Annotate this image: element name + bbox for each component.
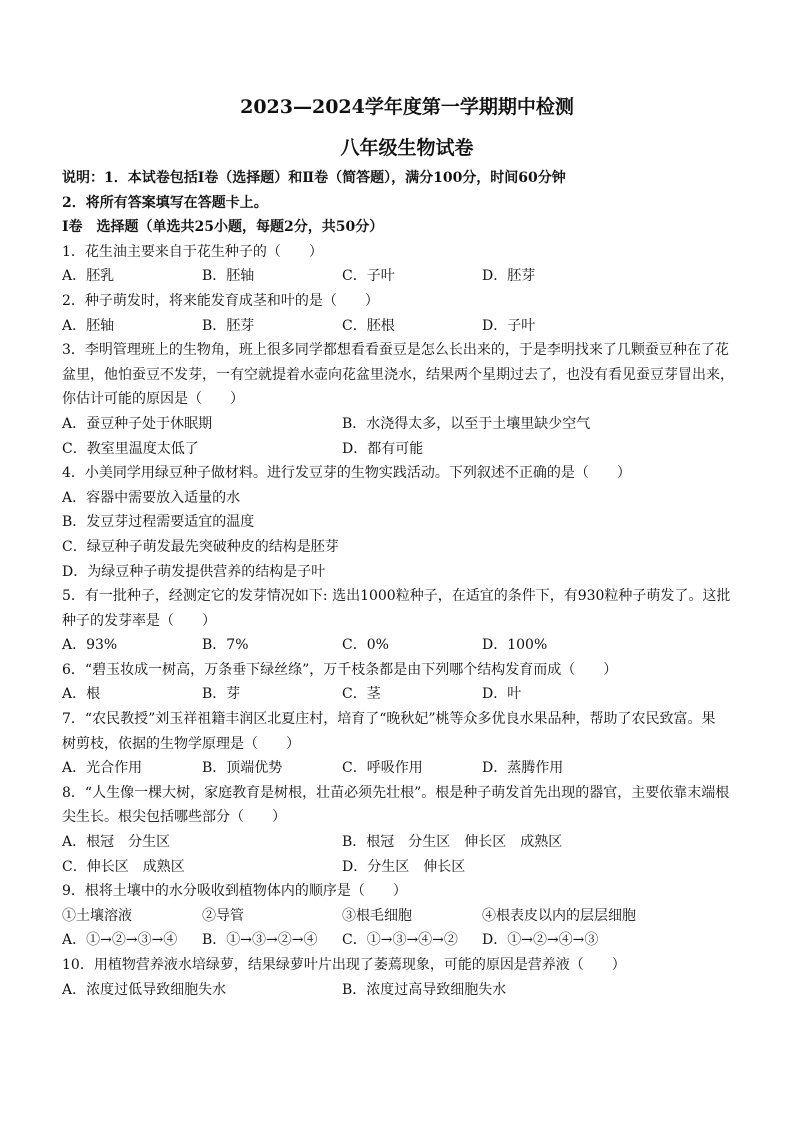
instruction-line-2: 2．将所有答案填写在答题卡上。: [62, 194, 268, 211]
option-a: A．蚕豆种子处于休眠期: [62, 415, 213, 432]
option-a: A．胚轴: [62, 317, 115, 334]
question-9: [62, 879, 752, 953]
option-row: [62, 314, 752, 339]
option-c: C．茎: [342, 686, 381, 703]
question-stem: 9．根将土壤中的水分吸收到植物体内的顺序是（ ）: [62, 883, 407, 900]
option-b: B．胚轴: [202, 268, 255, 285]
item-2: ②导管: [202, 907, 244, 924]
option-b: B．水浇得太多，以至于土壤里缺少空气: [342, 415, 591, 432]
option-d: D．①→②→④→③: [482, 932, 599, 949]
option-row: [62, 928, 752, 953]
question-stem: 8．“人生像一棵大树，家庭教育是树根，壮苗必须先壮根”。根是种子萌发首先出现的器官，主要依靠末端根: [62, 784, 730, 801]
question-stem: 你估计可能的原因是（ ）: [62, 391, 244, 408]
instruction-line-1: 说明：1．本试卷包括Ⅰ卷（选择题）和Ⅱ卷（简答题），满分100分，时间60分钟: [62, 170, 566, 186]
option-c: C．0%: [342, 637, 389, 654]
question-stem: 3．李明管理班上的生物角，班上很多同学都想看看蚕豆是怎么长出来的，于是李明找来了几颗蚕豆种在了花: [62, 342, 729, 359]
option-c: C．呼吸作用: [342, 760, 423, 777]
option-a: A．根冠 分生区: [62, 834, 171, 851]
option-row: [62, 633, 752, 658]
option-b: B．胚芽: [202, 317, 255, 334]
option-c: C．教室里温度太低了: [62, 440, 199, 457]
option-d: D．100%: [482, 637, 548, 654]
question-stem: 4．小美同学用绿豆种子做材料。进行发豆芽的生物实践活动。下列叙述不正确的是（ ）: [62, 465, 631, 482]
option-d: D．为绿豆种子萌发提供营养的结构是子叶: [62, 563, 326, 580]
option-a: A．胚乳: [62, 268, 115, 285]
question-7: [62, 707, 752, 781]
option-row: [62, 437, 752, 462]
question-stem: 10．用植物营养液水培绿萝，结果绿萝叶片出现了萎蔫现象，可能的原因是营养液（ ）: [62, 957, 626, 973]
option-row: [62, 412, 752, 437]
option-d: D．都有可能: [342, 440, 424, 457]
option-d: D．蒸腾作用: [482, 760, 564, 777]
question-stem: 6．“碧玉妆成一树高，万条垂下绿丝绦”，万千枝条都是由下列哪个结构发育而成（ ）: [62, 661, 618, 678]
question-stem: 2．种子萌发时，将来能发育成茎和叶的是（ ）: [62, 292, 379, 309]
option-c: C．子叶: [342, 268, 395, 285]
option-row: [62, 978, 752, 1003]
question-stem: 5．有一批种子，经测定它的发芽情况如下: 选出1000粒种子，在适宜的条件下，有930粒种子萌发了。这批: [62, 588, 731, 605]
option-b: B．顶端优势: [202, 760, 283, 777]
question-4: [62, 461, 752, 584]
question-2: [62, 289, 752, 338]
option-d: D．胚芽: [482, 268, 536, 285]
option-row: [62, 756, 752, 781]
option-b: B．发豆芽过程需要适宜的温度: [62, 514, 255, 531]
option-d: D．叶: [482, 686, 522, 703]
option-b: B．芽: [202, 686, 241, 703]
option-row: [62, 682, 752, 707]
item-1: ①土壤溶液: [62, 907, 132, 924]
question-5: [62, 584, 752, 658]
question-stem: 盆里，他怕蚕豆不发芽，一有空就提着水壶向花盆里浇水，结果两个星期过去了，也没有看见蚕豆芽冒出来，: [62, 366, 734, 383]
option-d: D．子叶: [482, 317, 536, 334]
option-row: [62, 264, 752, 289]
option-b: B．根冠 分生区 伸长区 成熟区: [342, 834, 563, 851]
exam-title: 2023—2024学年度第一学期期中检测: [240, 96, 574, 118]
option-a: A．93%: [62, 637, 118, 654]
question-stem: 尖生长。根尖包括哪些部分（ ）: [62, 809, 286, 826]
option-a: A．光合作用: [62, 760, 143, 777]
option-a: A．容器中需要放入适量的水: [62, 489, 241, 506]
exam-subtitle: 八年级生物试卷: [340, 137, 474, 159]
option-b: B．浓度过高导致细胞失水: [342, 981, 507, 998]
question-stem: 种子的发芽率是（ ）: [62, 612, 216, 629]
question-stem: 1．花生油主要来自于花生种子的（ ）: [62, 243, 323, 260]
item-4: ④根表皮以内的层层细胞: [482, 907, 636, 924]
option-b: B．7%: [202, 637, 249, 654]
option-a: A．①→②→③→④: [62, 932, 178, 949]
question-stem: 树剪枝，依据的生物学原理是（ ）: [62, 735, 300, 752]
option-c: C．①→③→④→②: [342, 932, 458, 949]
option-c: C．伸长区 成熟区: [62, 858, 185, 875]
question-10: [62, 953, 752, 1002]
option-d: D．分生区 伸长区: [342, 858, 466, 875]
option-c: C．胚根: [342, 317, 395, 334]
section-heading: Ⅰ卷 选择题（单选共25小题，每题2分，共50分）: [62, 219, 384, 236]
option-a: A．浓度过低导致细胞失水: [62, 981, 227, 998]
question-1: [62, 240, 752, 289]
option-row: [62, 855, 752, 880]
option-c: C．绿豆种子萌发最先突破种皮的结构是胚芽: [62, 538, 339, 555]
option-b: B．①→③→②→④: [202, 932, 318, 949]
question-6: [62, 658, 752, 707]
question-stem: 7．“农民教授”刘玉祥祖籍丰润区北夏庄村，培育了“晚秋妃”桃等众多优良水果品种，帮助了农民致富。果: [62, 711, 716, 728]
item-row: [62, 904, 752, 929]
exam-page: [62, 92, 752, 1002]
question-8: [62, 781, 752, 879]
item-3: ③根毛细胞: [342, 907, 412, 924]
option-a: A．根: [62, 686, 101, 703]
option-row: [62, 830, 752, 855]
question-3: [62, 338, 752, 461]
